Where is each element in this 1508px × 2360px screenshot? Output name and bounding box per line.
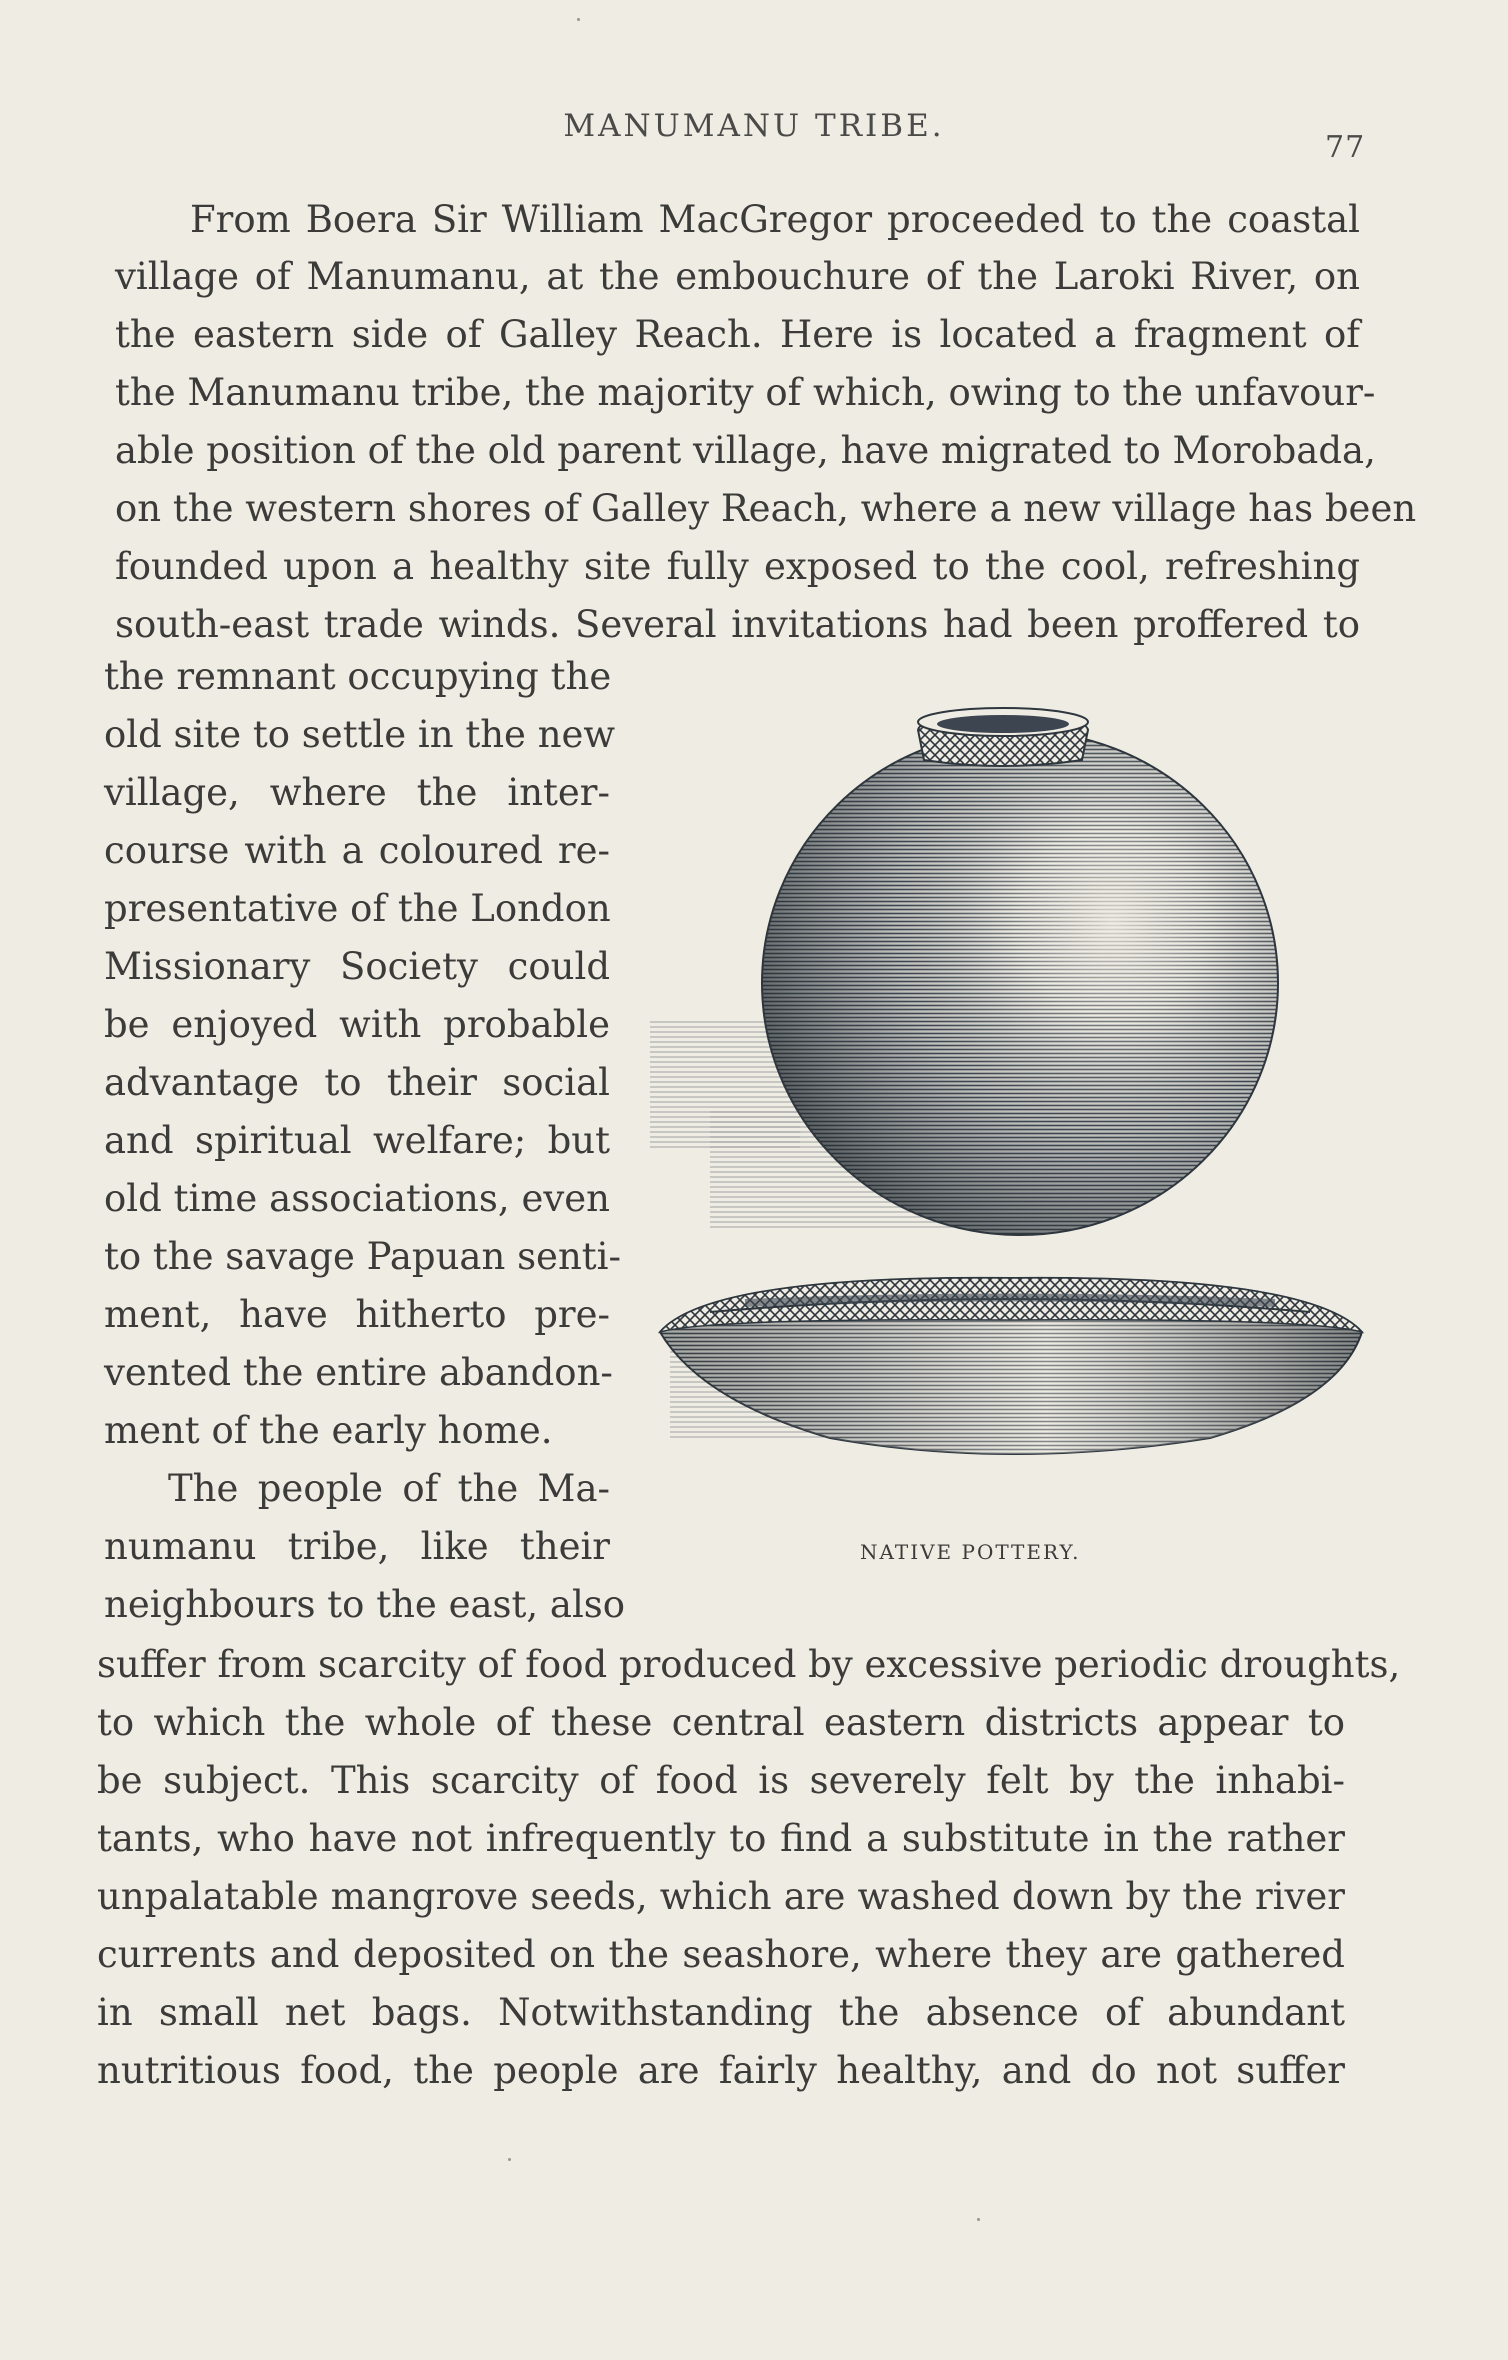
text-line: tants, who have not infrequently to find a substitute in the rather — [97, 1817, 1345, 1860]
text-line: south-east trade winds. Several invitations had been proffered to — [115, 603, 1360, 646]
figure-caption: NATIVE POTTERY. — [860, 1540, 1081, 1564]
page-number: 77 — [1325, 130, 1366, 165]
text-line: Missionary Society could — [104, 945, 610, 988]
paper-speck — [508, 2158, 511, 2161]
text-line: presentative of the London — [104, 887, 611, 930]
text-line: old site to settle in the new — [104, 713, 616, 756]
text-line: currents and deposited on the seashore, where they are gathered — [97, 1933, 1345, 1976]
text-line: the Manumanu tribe, the majority of which, owing to the unfavour- — [115, 371, 1376, 414]
text-line: the remnant occupying the — [104, 655, 612, 698]
text-line: numanu tribe, like their — [104, 1525, 610, 1568]
text-line: founded upon a healthy site fully exposed to the cool, refreshing — [115, 545, 1360, 588]
running-title: MANUMANU TRIBE. — [563, 108, 945, 144]
text-line: in small net bags. Notwithstanding the absence of abundant — [97, 1991, 1345, 2034]
paper-speck — [977, 2218, 980, 2221]
text-line: to the savage Papuan senti- — [104, 1235, 621, 1278]
pottery-illustration — [650, 700, 1370, 1550]
text-line: vented the entire abandon- — [104, 1351, 613, 1394]
text-line: From Boera Sir William MacGregor proceeded to the coastal — [190, 198, 1360, 241]
text-line: ment of the early home. — [104, 1409, 553, 1452]
text-line: to which the whole of these central eastern districts appear to — [97, 1701, 1345, 1744]
text-line: ment, have hitherto pre- — [104, 1293, 610, 1336]
text-line: and spiritual welfare; but — [104, 1119, 610, 1162]
paper-speck — [577, 18, 580, 21]
text-line: neighbours to the east, also — [104, 1583, 626, 1626]
pottery-engraving-icon — [650, 700, 1370, 1550]
text-line: suffer from scarcity of food produced by excessive periodic droughts, — [97, 1643, 1401, 1686]
text-line: be enjoyed with probable — [104, 1003, 610, 1046]
text-line: The people of the Ma- — [168, 1467, 610, 1510]
text-line: unpalatable mangrove seeds, which are washed down by the river — [97, 1875, 1345, 1918]
text-line: old time associations, even — [104, 1177, 610, 1220]
text-line: course with a coloured re- — [104, 829, 610, 872]
text-line: on the western shores of Galley Reach, where a new village has been — [115, 487, 1417, 530]
text-line: village of Manumanu, at the embouchure of the Laroki River, on — [115, 255, 1360, 298]
text-line: the eastern side of Galley Reach. Here is located a fragment of — [115, 313, 1360, 356]
text-line: able position of the old parent village, have migrated to Morobada, — [115, 429, 1376, 472]
text-line: be subject. This scarcity of food is severely felt by the inhabi- — [97, 1759, 1345, 1802]
text-line: village, where the inter- — [104, 771, 610, 814]
text-line: advantage to their social — [104, 1061, 610, 1104]
text-line: nutritious food, the people are fairly healthy, and do not suffer — [97, 2049, 1345, 2092]
